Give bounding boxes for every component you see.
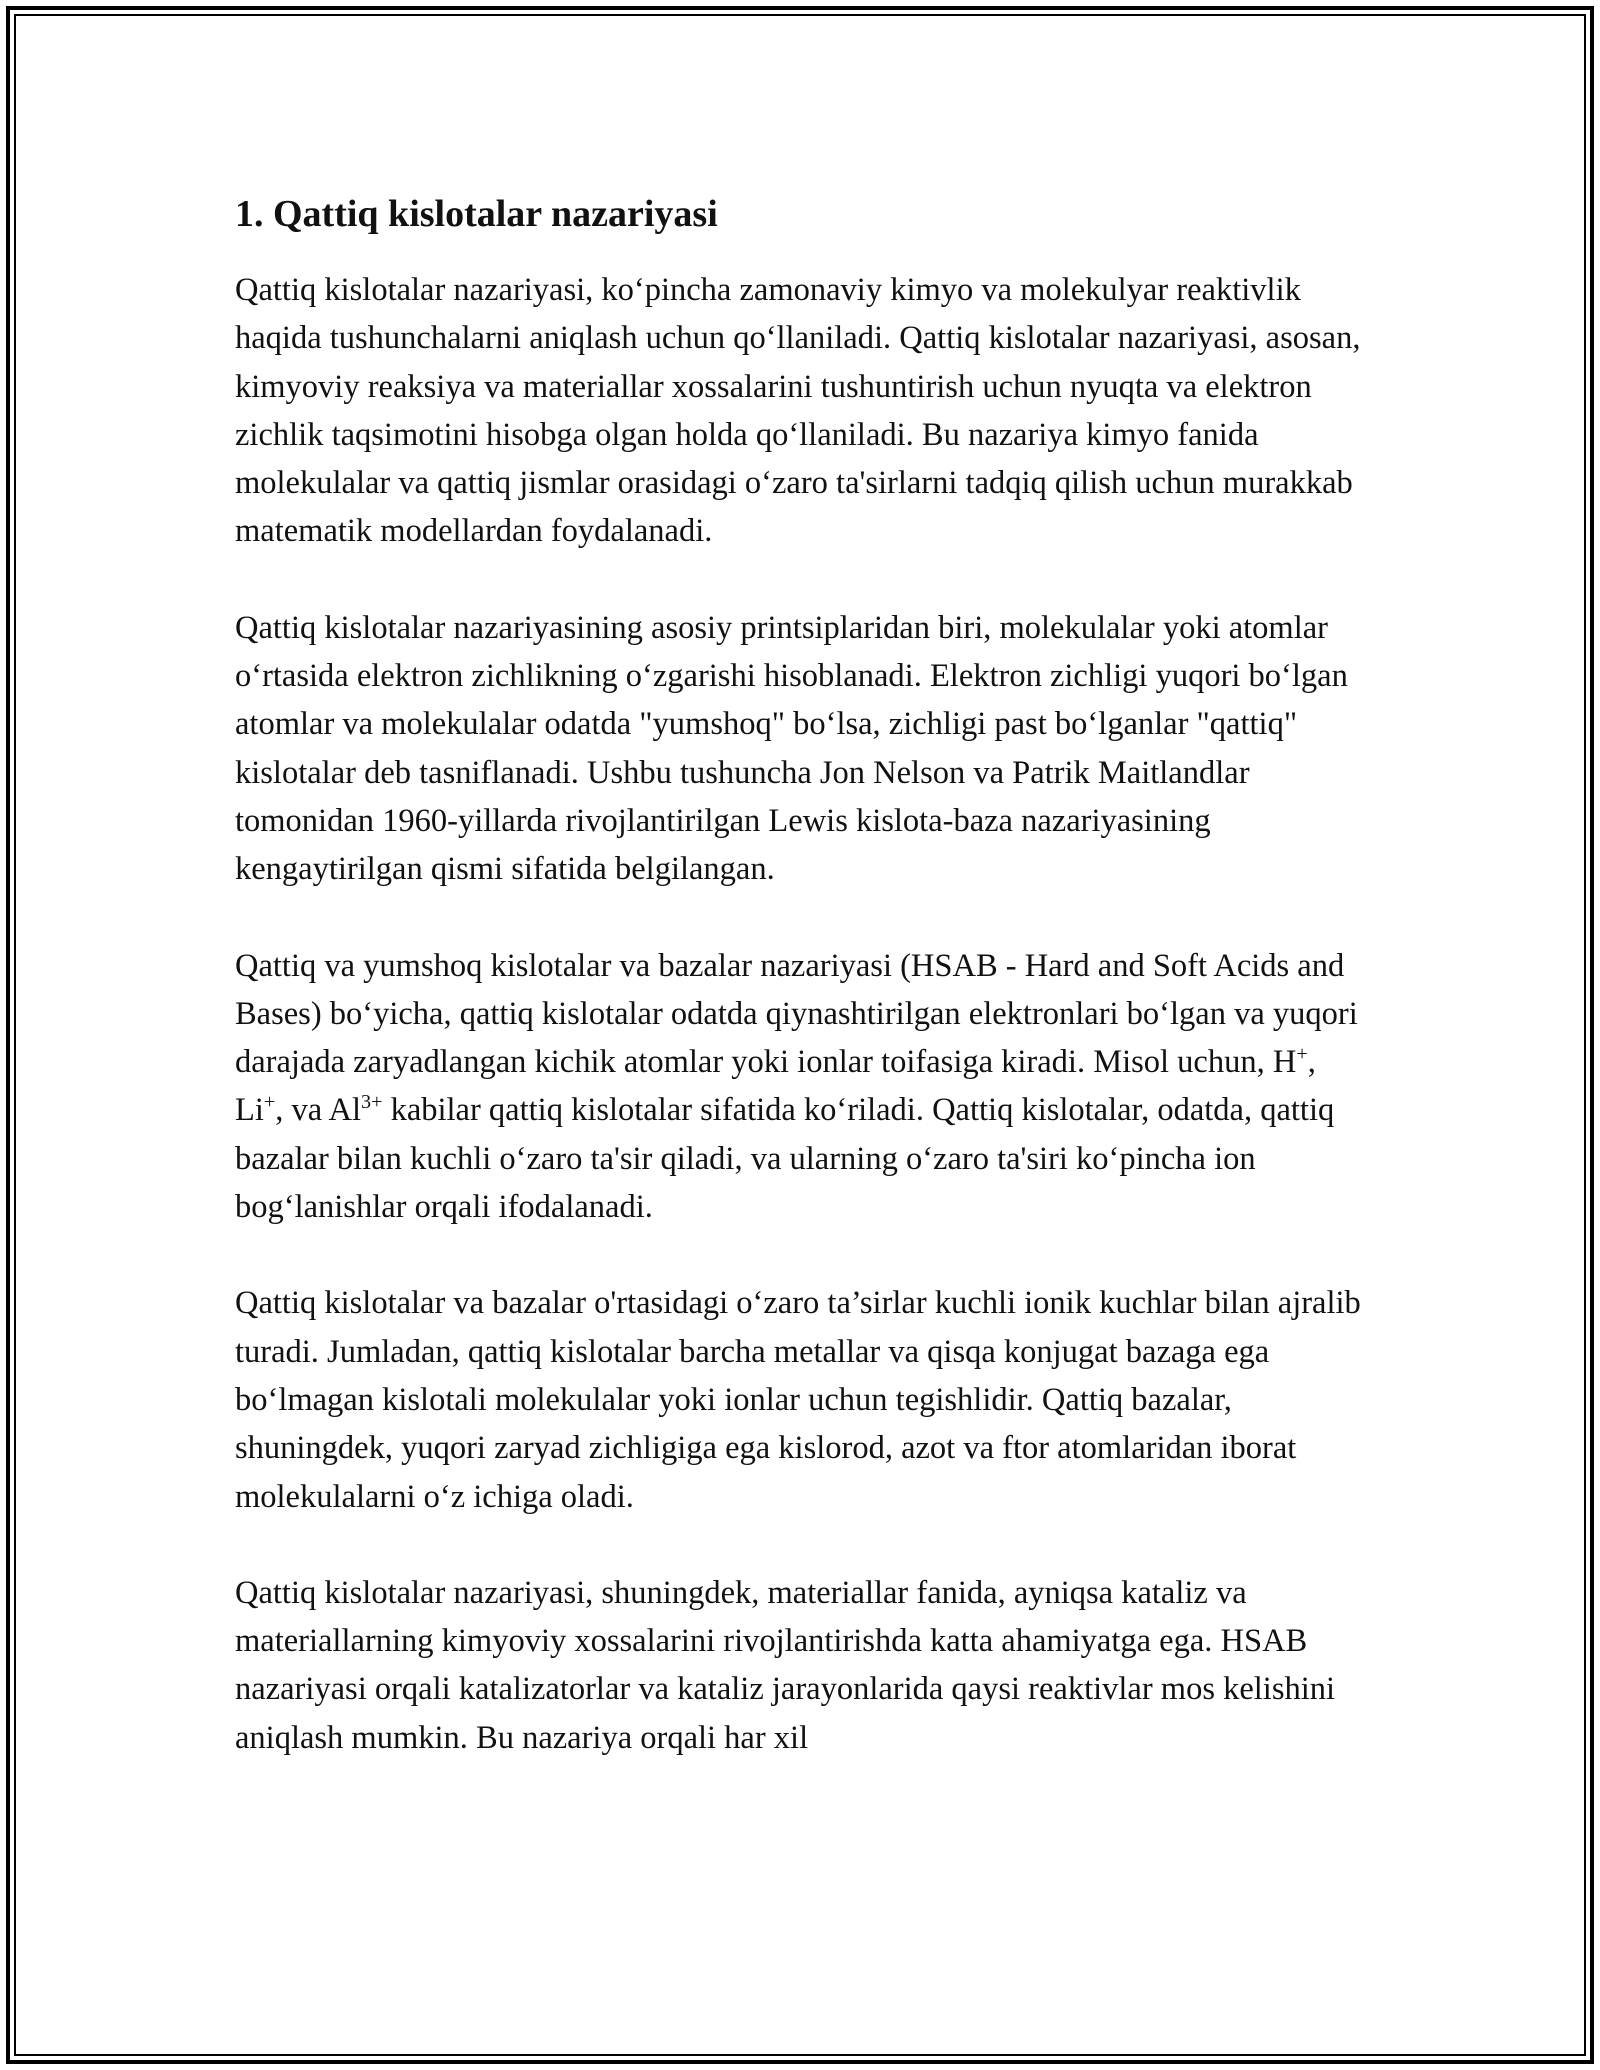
ion-lithium-symbol: Li: [235, 1092, 264, 1129]
paragraph-5: Qattiq kislotalar nazariyasi, shuningdek, materiallar fanida, ayniqsa kataliz va materiallarning kimyoviy xossalarini rivojlantirishda katta ahamiyatga ega. HSAB nazariyasi orqali katalizatorlar va kataliz jarayonlarida qaysi reaktivlar mos kelishini aniqlash mumkin. Bu nazariya orqali har xil: [235, 1574, 1336, 1756]
paragraph-3-outro: kabilar qattiq kislotalar sifatida ko‘riladi. Qattiq kislotalar, odatda, qattiq bazalar bilan kuchli o‘zaro ta'sir qiladi, va ularning o‘zaro ta'siri ko‘pincha ion bog‘lanishlar orqali ifodalanadi.: [235, 1092, 1335, 1226]
separator-2: , va: [275, 1092, 329, 1129]
ion-aluminium-symbol: Al: [328, 1092, 362, 1129]
ion-hydrogen-symbol: H: [1272, 1044, 1297, 1081]
paragraph-4: Qattiq kislotalar va bazalar o'rtasidagi o‘zaro ta’sirlar kuchli ionik kuchlar bilan ajralib turadi. Jumladan, qattiq kislotalar barcha metallar va qisqa konjugat bazaga ega bo‘lmagan kislotali molekulalar yoki ionlar uchun tegishlidir. Qattiq bazalar, shuningdek, yuqori zaryad zichligiga ega kislorod, azot va ftor atomlaridan iborat molekulalarni o‘z ichiga oladi.: [235, 1285, 1361, 1515]
ion-aluminium-charge: 3+: [361, 1091, 383, 1114]
paragraph-1: Qattiq kislotalar nazariyasi, ko‘pincha zamonaviy kimyo va molekulyar reaktivlik haqida tushunchalarni aniqlash uchun qo‘llaniladi. Qattiq kislotalar nazariyasi, asosan, kimyoviy reaksiya va materiallar xossalarini tushuntirish uchun nyuqta va elektron zichlik taqsimotini hisobga olgan holda qo‘llaniladi. Bu nazariya kimyo fanida molekulalar va qattiq jismlar orasidagi o‘zaro ta'sirlarni tadqiq qilish uchun murakkab matematik modellardan foydalanadi.: [235, 272, 1361, 550]
separator-1: ,: [1307, 1044, 1316, 1081]
paragraph-3-intro: Qattiq va yumshoq kislotalar va bazalar nazariyasi (HSAB - Hard and Soft Acids and Bases) bo‘yicha, qattiq kislotalar odatda qiynashtirilgan elektronlari bo‘lgan va yuqori darajada zaryadlangan kichik atomlar yoki ionlar toifasiga kiradi. Misol uchun,: [235, 947, 1358, 1081]
paragraph-3: [235, 942, 1365, 1232]
section-heading: 1. Qattiq kislotalar nazariyasi: [235, 193, 718, 235]
paragraph-2: Qattiq kislotalar nazariyasining asosiy printsiplaridan biri, molekulalar yoki atomlar o‘rtasida elektron zichlikning o‘zgarishi hisoblanadi. Elektron zichligi yuqori bo‘lgan atomlar va molekulalar odatda "yumshoq" bo‘lsa, zichligi past bo‘lganlar "qattiq" kislotalar deb tasniflanadi. Ushbu tushuncha Jon Nelson va Patrik Maitlandlar tomonidan 1960-yillarda rivojlantirilgan Lewis kislota-baza nazariyasining kengaytirilgan qismi sifatida belgilangan.: [235, 609, 1348, 888]
ion-hydrogen-charge: +: [1296, 1043, 1308, 1066]
ion-lithium-charge: +: [263, 1091, 276, 1114]
document-body: [235, 186, 1365, 1810]
